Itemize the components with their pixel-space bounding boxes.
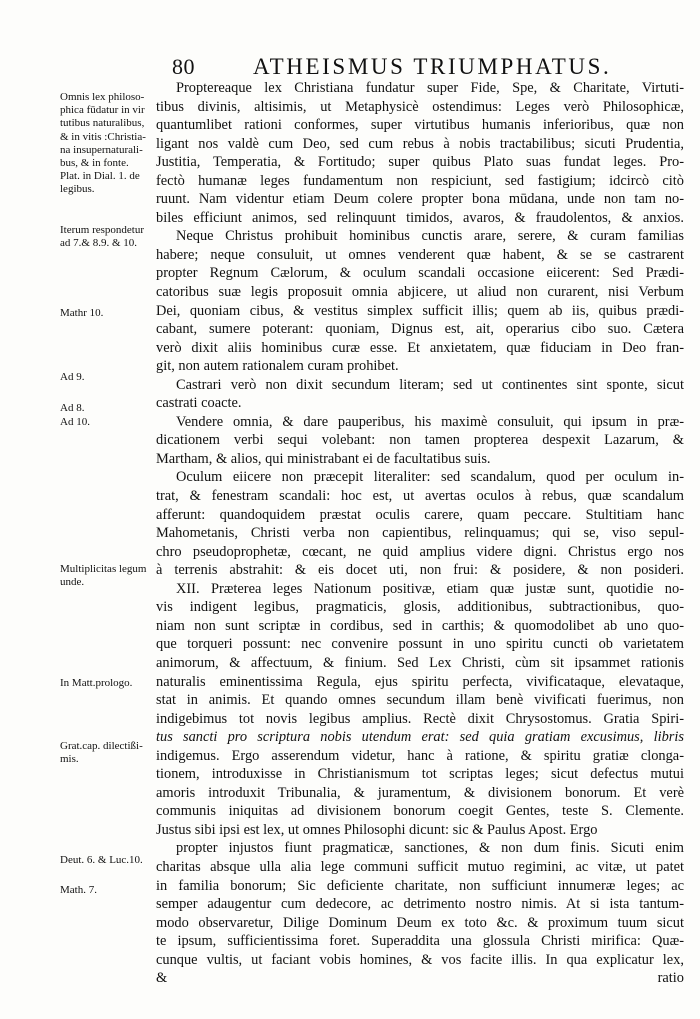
catchword <box>156 988 684 1007</box>
text-line: habere; neque consuluit, ut omnes venderent quæ habent, & se se castrarent <box>156 246 684 263</box>
margin-notes <box>0 0 150 1019</box>
text-line: amoris introduxit Tribunalia, & juramentum, & divisionem bonorum. Et verè <box>156 784 684 801</box>
margin-note-line: Grat.cap. dilectißi- <box>60 740 143 752</box>
text-line: Oculum eiicere non præcepit literaliter: sed scandalum, quod per oculum in- <box>176 469 684 486</box>
text-line: fectò humanæ leges fundamentum non respiciunt, sed fastigium; idcircò citò <box>156 172 684 189</box>
margin-note-multiplicitas <box>60 563 162 589</box>
margin-note-deut <box>60 854 162 867</box>
margin-note-line: na insupernaturali- <box>60 143 143 156</box>
margin-note-grat-cap <box>60 740 162 766</box>
text-line: Proptereaque lex Christiana fundatur super Fide, Spe, & Charitate, Virtuti- <box>176 80 684 96</box>
margin-note-line: Math. 7. <box>60 884 97 896</box>
margin-note-in-matt <box>60 677 162 690</box>
text-line: indigemus. Ergo asserendum videtur, hanc à ratione, & spiritu gratiæ clonga- <box>156 747 684 764</box>
text-line: te ipsum, sufficientissima foret. Superaddita una glossula Christi mirifica: Quæ- <box>156 933 684 950</box>
margin-note-line: Ad 10. <box>60 416 90 428</box>
text-line: modo observaretur, Dilige Dominum Deum ex toto &c. & proximum tuum sicut <box>156 914 684 931</box>
text-line: biles efficiunt animos, sed relinquunt timidos, avaros, & fraudolentos, & anxios. <box>156 209 684 226</box>
margin-note-line: Ad 8. <box>60 402 85 414</box>
text-line: indigebimus tot novis legibus amplius. Rectè dixit Chrysostomus. Gratia Spiri- <box>156 710 684 727</box>
main-text <box>156 79 684 1006</box>
text-line: git, non autem rationalem curam prohibet. <box>156 358 399 375</box>
text-line: Martham, & alios, qui ministrabant ei de facultatibus suis. <box>156 450 491 467</box>
margin-note-line: & in vitis :Christia- <box>60 130 146 143</box>
margin-note-line: tutibus naturalibus, <box>60 117 145 130</box>
text-line: quantumlibet rationi conformes, super virtutibus humanis inferioribus, quæ non <box>156 117 684 134</box>
text-line: Mahometanis, Christi verba non capientibus, relinquamus; qui se, viso sepul- <box>156 525 684 542</box>
text-line: Castrari verò non dixit secundum literam; sed ut continentes sint sponte, sicut <box>176 376 684 393</box>
text-line: catoribus suæ legis proposuit omnia abjicere, ut aliud non curarent, nisi Verbum <box>156 284 684 301</box>
text-line: naturalis eminentissima Regula, ejus spiritu perfecta, vivificataque, elevataque, <box>156 673 684 690</box>
margin-note-line: ad 7.& 8.9. & 10. <box>60 237 137 250</box>
text-line: castrati coacte. <box>156 395 242 412</box>
text-line: tus sancti pro scriptura nobis utendum erat: sed quia gratiam excusimus, libris <box>156 729 684 746</box>
text-line: dicationem verbi sequi volebant: non tamen propterea despexit Lazarum, & <box>156 432 684 449</box>
text-line: tionem, introduxisse in Christianismum tot scriptas leges; sicut defectus mutui <box>156 766 684 783</box>
margin-note-line: bus, & in fonte. <box>60 157 129 170</box>
margin-note-line: Iterum respondetur <box>60 224 144 236</box>
margin-note-line: unde. <box>60 576 85 589</box>
text-line: Justus sibi ipsi est lex, ut omnes Philosophi dicunt: sic & Paulus Apost. Ergo <box>156 821 598 838</box>
text-line: propter injustos fiunt pragmaticæ, sanctiones, & non dum finis. Sicuti enim <box>176 840 684 857</box>
margin-note-math-10 <box>60 307 162 320</box>
text-line: communis iniquitas ad divisionem bonorum coegit Gentes, teste S. Clemente. <box>156 803 684 820</box>
margin-note-line: Multiplicitas legum <box>60 563 147 575</box>
text-line: Vendere omnia, & dare pauperibus, his maximè consuluit, qui ipsum in præ- <box>176 413 684 430</box>
text-line: tibus divinis, altisimis, ut Metaphysicè ostendimus: Leges verò Philosophicæ, <box>156 98 684 115</box>
margin-note-line: In Matt.prologo. <box>60 677 133 689</box>
text-line: & ratio <box>156 970 684 987</box>
text-line: niam non sunt scriptæ in cordibus, sed in carthis; & quomodolibet ab uno quo- <box>156 617 684 634</box>
margin-note-ad-8 <box>60 402 162 415</box>
text-line: propter Regnum Cælorum, & oculum scandali occasione eiicerent: Sed Prædi- <box>156 265 684 282</box>
margin-note-line: Plat. in Dial. 1. de <box>60 170 140 183</box>
text-line: trat, & fenestram scandali: hoc est, ut avertas oculos à rebus, quæ scandalum <box>156 488 684 505</box>
margin-note-line: Deut. 6. & Luc.10. <box>60 854 143 866</box>
margin-note-line: Mathr 10. <box>60 307 104 319</box>
running-head: ATHEISMUS TRIUMPHATUS. <box>253 54 612 79</box>
text-line: ruunt. Nam videntur etiam Deum colere propter bona mūdana, unde non tam no- <box>156 191 684 208</box>
text-line: stat in animis. Et quando omnes secundum illam benè vivificati fuerimus, non <box>156 692 684 709</box>
margin-note-iterum <box>60 224 162 250</box>
margin-note-line: Omnis lex philoso- <box>60 91 145 103</box>
text-line: cunque vultis, ut faciant vobis homines, & vos facite illis. In qua explicatur lex, <box>156 951 684 968</box>
margin-note-line: phica fūdatur in vir <box>60 104 145 117</box>
text-line: semper adaugentur cum dedecore, ac detrimento nostro nimis. At si ista tantum- <box>156 896 684 913</box>
text-line: afferunt: quandoquidem præstat oculis carere, quam peccare. Stultitiam hanc <box>156 506 684 523</box>
text-line: cabant, sumere poterant: quoniam, Dignus est, ait, operarius cibo suo. Cætera <box>156 321 684 338</box>
margin-note-lex-philosophica <box>60 91 162 197</box>
page-number: 80 <box>172 54 195 79</box>
text-line: Justitia, Temperatia, & Fortitudo; super quibus Plato suas fundat leges. Pro- <box>156 154 684 171</box>
text-line: ligant nos valdè cum Deo, sed cum rebus à nobis tractabilibus; sicuti Prudentia, <box>156 135 684 152</box>
margin-note-ad-10 <box>60 416 162 429</box>
text-line: animorum, & affectuum, & finium. Sed Lex Christi, cùm sit ipsammet rationis <box>156 654 684 671</box>
text-line: vis indigent legibus, pragmaticis, glosis, additionibus, subtractionibus, quo- <box>156 599 684 616</box>
text-line: à terrenis abstrahit: & eis docet uti, non frui: & posidere, & non posideri. <box>156 562 684 579</box>
margin-note-math-7 <box>60 884 162 897</box>
text-line: charitas absque ulla alia lege communi sufficit mutuo regimini, ac vitæ, ut patet <box>156 858 684 875</box>
text-line: chro pseudoprophetæ, cœcant, ne quid amplius videre digni. Christus ergo nos <box>156 543 684 560</box>
margin-note-line: legibus. <box>60 183 95 196</box>
margin-note-line: mis. <box>60 753 79 766</box>
text-line: Neque Christus prohibuit hominibus cunctis arare, serere, & curam familias <box>176 228 684 245</box>
text-line: que torqueri possunt: nec convenire possunt in uno spiritu cuncti ob varietatem <box>156 636 684 653</box>
text-line: in familia bonorum; Sic deficiente charitate, non sufficiunt innumeræ leges; ac <box>156 877 684 894</box>
text-line: verò dixit aliis hominibus curæ esse. Et anxietatem, quæ fiduciam in Deo fran- <box>156 339 684 356</box>
text-line: XII. Præterea leges Nationum positivæ, etiam quæ justæ sunt, quotidie no- <box>176 580 684 597</box>
page-header <box>160 54 660 82</box>
text-line: Dei, quoniam cibus, & vestitus simplex sufficit illis; quem ab iis, quibus prædi- <box>156 302 684 319</box>
margin-note-ad-9 <box>60 371 162 384</box>
margin-note-line: Ad 9. <box>60 371 85 383</box>
